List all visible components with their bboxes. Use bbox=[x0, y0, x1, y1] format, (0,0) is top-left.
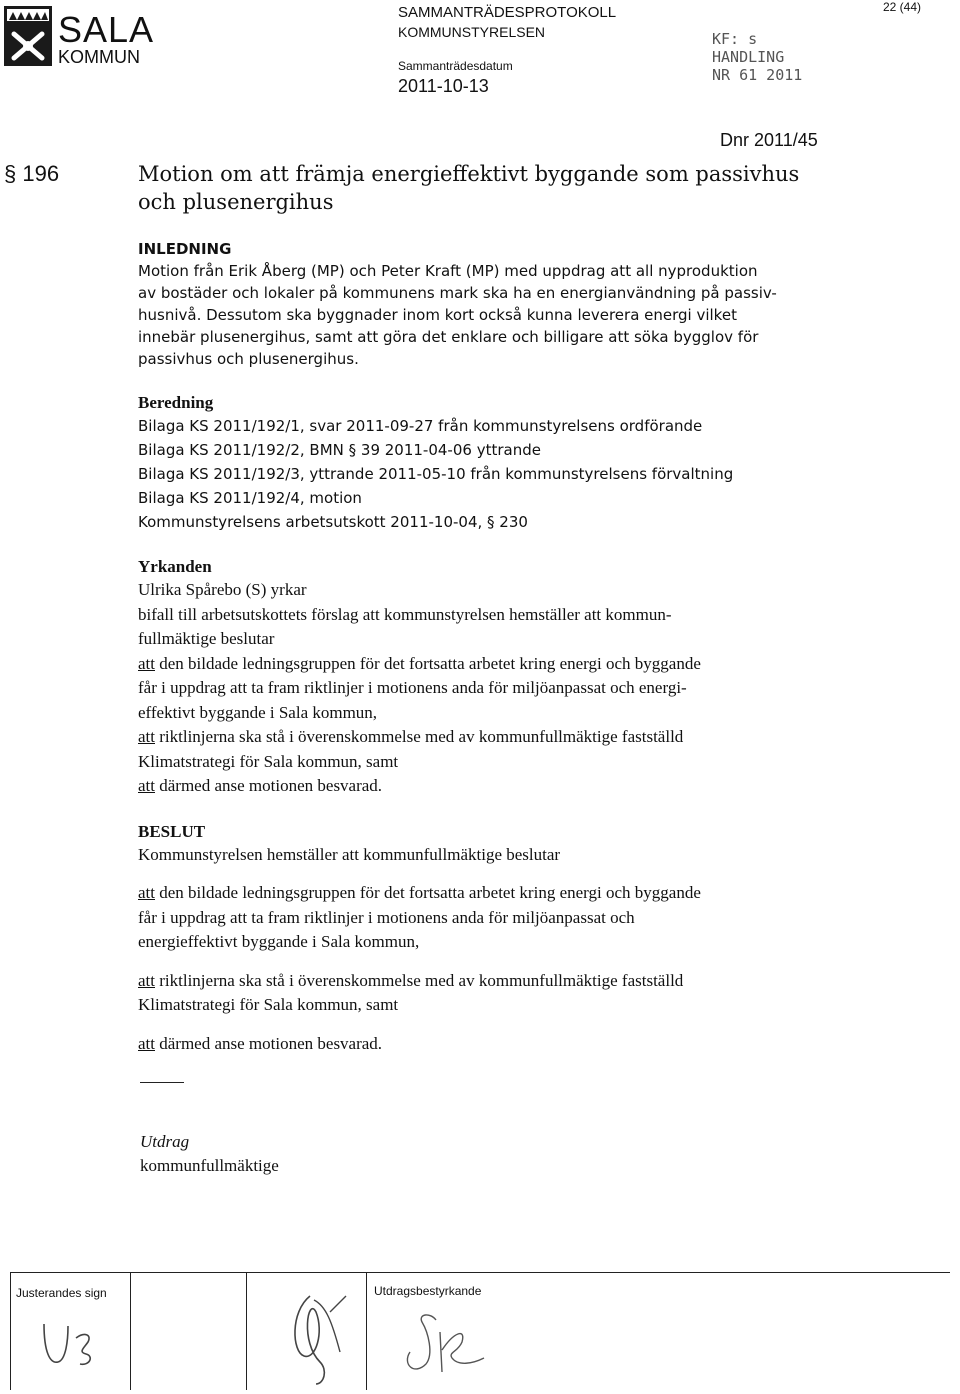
utdragsbestyrkande-label: Utdragsbestyrkande bbox=[374, 1284, 482, 1298]
att-clause bbox=[138, 1032, 818, 1057]
text-line: innebär plusenergihus, samt att göra det enklare och billigare att söka bygglov för bbox=[138, 328, 759, 346]
page-number: 22 (44) bbox=[883, 0, 922, 14]
meeting-date-label: Sammanträdesdatum bbox=[398, 59, 513, 73]
att-text: därmed anse motionen besvarad. bbox=[155, 776, 383, 795]
att-clause bbox=[138, 774, 818, 799]
text-line: får i uppdrag att ta fram riktlinjer i motionens anda för miljöanpassat och energi- bbox=[138, 678, 687, 697]
text-line: husnivå. Dessutom ska byggnader inom kort också kunna leverera energi vilket bbox=[138, 306, 737, 324]
att-keyword: att bbox=[138, 970, 155, 990]
text-line: energieffektivt byggande i Sala kommun, bbox=[138, 932, 420, 951]
text-line: effektivt byggande i Sala kommun, bbox=[138, 702, 378, 722]
att-text: riktlinjerna ska stå i överenskommelse med av kommunfullmäktige fastställd bbox=[155, 970, 684, 990]
section-heading: Beredning bbox=[138, 393, 214, 412]
justerandes-sign-label: Justerandes sign bbox=[16, 1286, 107, 1300]
attachment-line: Kommunstyrelsens arbetsutskott 2011-10-04, § 230 bbox=[138, 513, 528, 531]
att-keyword: att bbox=[138, 776, 155, 795]
title-line: och plusenergihus bbox=[138, 190, 334, 214]
att-text: därmed anse motionen besvarad. bbox=[155, 1033, 383, 1053]
signature-initials-1 bbox=[38, 1312, 108, 1372]
att-keyword: att bbox=[138, 1033, 155, 1053]
logo-wordmark: SALA bbox=[58, 9, 155, 50]
stamp-line: HANDLING bbox=[712, 48, 785, 66]
title-line: Motion om att främja energieffektivt byggande som passivhus bbox=[138, 162, 800, 186]
att-keyword: att bbox=[138, 653, 155, 673]
attachment-line: Bilaga KS 2011/192/1, svar 2011-09-27 från kommunstyrelsens ordförande bbox=[138, 417, 703, 435]
att-text: riktlinjerna ska stå i överenskommelse med av kommunfullmäktige fastställd bbox=[155, 727, 684, 746]
text-line: av bostäder och lokaler på kommunens mark ska ha en energianvändning på passiv- bbox=[138, 284, 777, 302]
separator-rule bbox=[140, 1082, 184, 1083]
handling-stamp bbox=[712, 30, 802, 84]
utdrag-label: Utdrag bbox=[140, 1132, 190, 1151]
text-line: Klimatstrategi för Sala kommun, samt bbox=[138, 995, 399, 1014]
att-text: den bildade ledningsgruppen för det fortsatta arbetet kring energi och byggande bbox=[155, 653, 701, 673]
stamp-line: NR 61 2011 bbox=[712, 66, 803, 84]
text-line: bifall till arbetsutskottets förslag att kommunstyrelsen hemställer att kommun- bbox=[138, 604, 672, 624]
att-clause bbox=[138, 725, 818, 750]
yrkanden-section bbox=[138, 556, 818, 799]
logo-subtitle: KOMMUN bbox=[58, 47, 140, 67]
text-line: Klimatstrategi för Sala kommun, samt bbox=[138, 751, 399, 771]
att-keyword: att bbox=[138, 883, 155, 902]
signature-initials-3 bbox=[392, 1302, 502, 1382]
signature-initials-2 bbox=[280, 1292, 360, 1388]
protocol-title: SAMMANTRÄDESPROTOKOLL bbox=[398, 4, 617, 21]
attachment-line: Bilaga KS 2011/192/4, motion bbox=[138, 489, 362, 507]
attachment-line: Bilaga KS 2011/192/3, yttrande 2011-05-10 från kommunstyrelsens förvaltning bbox=[138, 465, 734, 483]
text-line: Motion från Erik Åberg (MP) och Peter Kraft (MP) med uppdrag att all nyproduktion bbox=[138, 262, 758, 280]
att-text: den bildade ledningsgruppen för det fortsatta arbetet kring energi och byggande bbox=[155, 883, 701, 902]
municipality-crest-icon bbox=[4, 6, 52, 66]
section-heading: INLEDNING bbox=[138, 240, 232, 258]
att-keyword: att bbox=[138, 727, 155, 746]
text-line: passivhus och plusenergihus. bbox=[138, 350, 359, 368]
diary-number: Dnr 2011/45 bbox=[720, 130, 818, 150]
committee-name: KOMMUNSTYRELSEN bbox=[398, 24, 546, 40]
beredning-section bbox=[138, 392, 818, 534]
meeting-date: 2011-10-13 bbox=[398, 76, 489, 96]
text-line: Ulrika Spårebo (S) yrkar bbox=[138, 580, 307, 599]
protocol-body bbox=[138, 238, 818, 1056]
text-line: får i uppdrag att ta fram riktlinjer i motionens anda för miljöanpassat och bbox=[138, 907, 635, 927]
section-heading: Yrkanden bbox=[138, 557, 212, 576]
att-clause bbox=[138, 969, 818, 994]
utdrag-block bbox=[140, 1130, 279, 1178]
signature-table bbox=[10, 1272, 950, 1390]
text-line: fullmäktige beslutar bbox=[138, 629, 275, 648]
utdrag-recipient: kommunfullmäktige bbox=[140, 1156, 279, 1175]
page-title bbox=[138, 160, 818, 216]
text-line: Kommunstyrelsen hemställer att kommunfullmäktige beslutar bbox=[138, 844, 561, 864]
att-clause bbox=[138, 652, 818, 677]
section-heading: BESLUT bbox=[138, 821, 206, 841]
attachment-line: Bilaga KS 2011/192/2, BMN § 39 2011-04-06 yttrande bbox=[138, 441, 541, 459]
inledning-section bbox=[138, 238, 818, 370]
stamp-line: KF: s bbox=[712, 30, 758, 48]
paragraph-number: § 196 bbox=[4, 161, 60, 186]
att-clause bbox=[138, 881, 818, 906]
beslut-section bbox=[138, 821, 818, 1057]
